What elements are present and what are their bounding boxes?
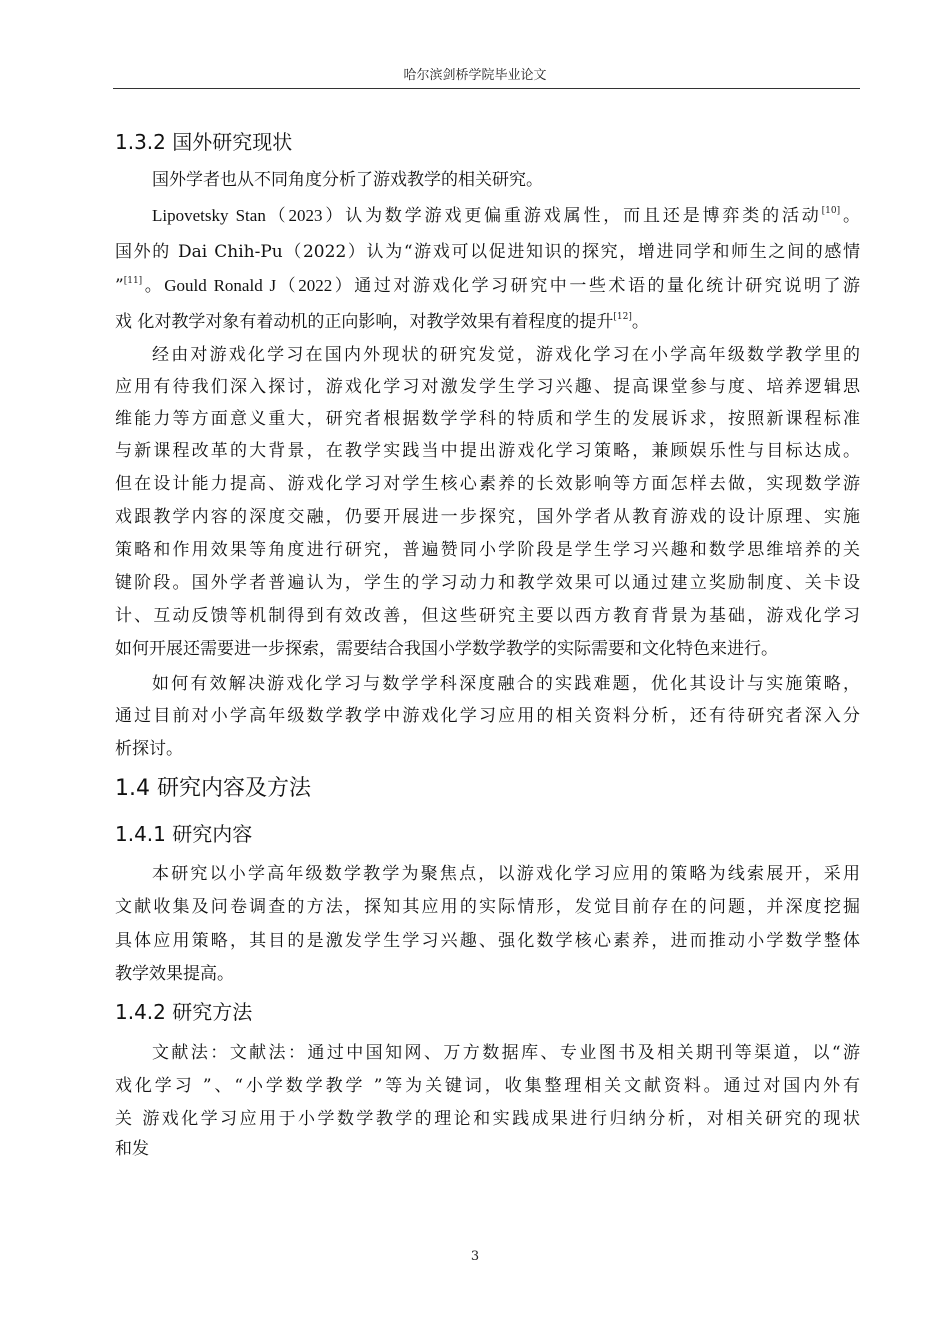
paragraph-line: 维能力等方面意义重大，研究者根据数学学科的特质和学生的发展诉求，按照新课程标准 <box>115 409 860 429</box>
paragraph-line: 国外的 Dai Chih-Pu（2022）认为“游戏可以促进知识的探究，增进同学和师生之间的感情 <box>115 242 860 262</box>
paragraph-line: 键阶段。国外学者普遍认为，学生的学习动力和教学效果可以通过建立奖励制度、关卡设 <box>115 573 860 593</box>
text-run: Lipovetsky Stan（2023）认为数学游戏更偏重游戏属性，而且还是博弈类的活动 <box>152 206 822 225</box>
paragraph-line: 和发 <box>115 1139 149 1159</box>
paragraph-line: 戏跟教学内容的深度交融，仍要开展进一步探究，国外学者从教育游戏的设计原理、实施 <box>115 507 860 527</box>
paragraph-line <box>115 273 860 299</box>
section-heading-1-4-1: 1.4.1 研究内容 <box>115 822 253 846</box>
section-heading-1-3-2: 1.3.2 国外研究现状 <box>115 130 293 154</box>
paragraph-line: 通过目前对小学高年级数学教学中游戏化学习应用的相关资料分析，还有待研究者深入分 <box>115 706 860 726</box>
paragraph-line: 戏化学习 ”、“小学数学教学 ”等为关键词，收集整理相关文献资料。通过对国内外有 <box>115 1076 860 1096</box>
paragraph-line: 与新课程改革的大背景，在教学实践当中提出游戏化学习策略，兼顾娱乐性与目标达成。 <box>115 441 860 461</box>
running-header: 哈尔滨剑桥学院毕业论文 <box>403 68 547 83</box>
paragraph-line: 但在设计能力提高、游戏化学习对学生核心素养的长效影响等方面怎样去做，实现数学游 <box>115 474 860 494</box>
text-run: ” <box>115 276 124 296</box>
section-heading-1-4: 1.4 研究内容及方法 <box>115 776 311 801</box>
citation-ref: [11] <box>123 276 143 286</box>
text-run: 戏 化对教学对象有着动机的正向影响，对教学效果有着程度的提升 <box>115 312 614 332</box>
text-run: 。 <box>840 206 861 226</box>
paragraph-line: 经由对游戏化学习在国内外现状的研究发觉，游戏化学习在小学高年级数学教学里的 <box>152 345 860 365</box>
paragraph-line: 策略和作用效果等角度进行研究，普遍赞同小学阶段是学生学习兴趣和数学思维培养的关 <box>115 540 860 560</box>
paragraph-line: 析探讨。 <box>115 739 183 759</box>
paragraph-line: 如何有效解决游戏化学习与数学学科深度融合的实践难题，优化其设计与实施策略， <box>152 674 860 694</box>
paragraph-line: 本研究以小学高年级数学教学为聚焦点，以游戏化学习应用的策略为线索展开，采用 <box>152 864 860 884</box>
text-run: 。 <box>631 312 649 332</box>
section-heading-1-4-2: 1.4.2 研究方法 <box>115 1000 253 1024</box>
citation-ref: [12] <box>613 312 632 322</box>
header-divider <box>113 88 860 89</box>
citation-ref: [10] <box>821 206 841 216</box>
text-run: 。Gould Ronald J（2022）通过对游戏化学习研究中一些术语的量化统计研究说明了游 <box>142 276 860 295</box>
paragraph-line <box>115 309 860 335</box>
paragraph-line: 国外学者也从不同角度分析了游戏教学的相关研究。 <box>152 170 543 190</box>
page-number: 3 <box>470 1249 480 1264</box>
paragraph-line: 文献收集及问卷调查的方法，探知其应用的实际情形，发觉目前存在的问题，并深度挖掘 <box>115 897 860 917</box>
paragraph-line <box>152 203 860 229</box>
paragraph-line: 计、互动反馈等机制得到有效改善，但这些研究主要以西方教育背景为基础，游戏化学习 <box>115 606 860 626</box>
paragraph-line: 具体应用策略，其目的是激发学生学习兴趣、强化数学核心素养，进而推动小学数学整体 <box>115 931 860 951</box>
paragraph-line: 如何开展还需要进一步探索，需要结合我国小学数学教学的实际需要和文化特色来进行。 <box>115 639 778 659</box>
paragraph-line: 应用有待我们深入探讨，游戏化学习对激发学生学习兴趣、提高课堂参与度、培养逻辑思 <box>115 377 860 397</box>
paragraph-line: 教学效果提高。 <box>115 964 234 984</box>
paragraph-line: 文献法：文献法：通过中国知网、万方数据库、专业图书及相关期刊等渠道，以“游 <box>152 1043 860 1063</box>
paragraph-line: 关 游戏化学习应用于小学数学教学的理论和实践成果进行归纳分析，对相关研究的现状 <box>115 1109 860 1129</box>
